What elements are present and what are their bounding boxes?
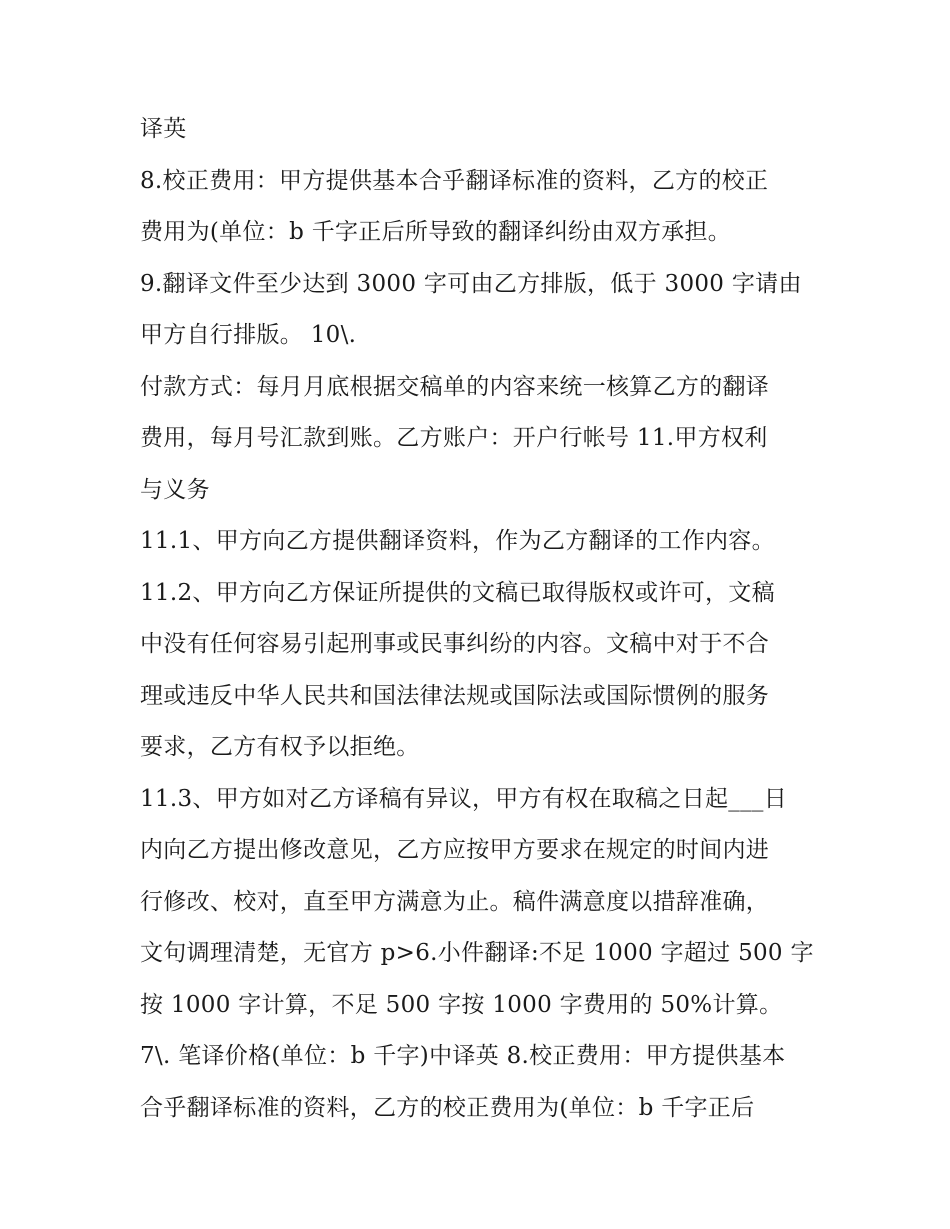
text-line: 付款方式：每月月底根据交稿单的内容来统一核算乙方的翻译 — [140, 373, 770, 400]
text-line: 9.翻译文件至少达到 3000 字可由乙方排版，低于 3000 字请由 — [140, 270, 802, 297]
text-line: 11.2、甲方向乙方保证所提供的文稿已取得版权或许可，文稿 — [140, 579, 775, 606]
text-line: 要求，乙方有权予以拒绝。 — [140, 734, 420, 760]
document-body — [140, 104, 820, 1134]
text-line: 行修改、校对，直至甲方满意为止。稿件满意度以措辞准确， — [140, 888, 770, 915]
text-line: 译英 — [140, 116, 187, 142]
text-line: 文句调理清楚，无官方 p>6.小件翻译:不足 1000 字超过 500 字 — [140, 940, 814, 966]
text-line: 11.3、甲方如对乙方译稿有异议，甲方有权在取稿之日起___日 — [140, 785, 788, 812]
text-line: 费用为(单位：b 千字正后所导致的翻译纠纷由双方承担。 — [140, 219, 732, 245]
text-line: 甲方自行排版。 10\. — [140, 322, 357, 348]
text-line: 费用，每月号汇款到账。乙方账户：开户行帐号 11.甲方权利 — [140, 425, 768, 451]
text-line: 7\. 笔译价格(单位：b 千字)中译英 8.校正费用：甲方提供基本 — [140, 1043, 786, 1069]
text-line: 中没有任何容易引起刑事或民事纠纷的内容。文稿中对于不合 — [140, 631, 770, 657]
text-line: 按 1000 字计算，不足 500 字按 1000 字费用的 50%计算。 — [140, 991, 783, 1018]
text-line: 11.1、甲方向乙方提供翻译资料，作为乙方翻译的工作内容。 — [140, 528, 775, 554]
text-line: 8.校正费用：甲方提供基本合乎翻译标准的资料，乙方的校正 — [140, 167, 769, 194]
text-line: 理或违反中华人民共和国法律法规或国际法或国际惯例的服务 — [140, 682, 770, 709]
text-line: 与义务 — [140, 476, 210, 503]
text-line: 合乎翻译标准的资料，乙方的校正费用为(单位：b 千字正后 — [140, 1094, 755, 1121]
text-line: 内向乙方提出修改意见，乙方应按甲方要求在规定的时间内进 — [140, 837, 770, 863]
